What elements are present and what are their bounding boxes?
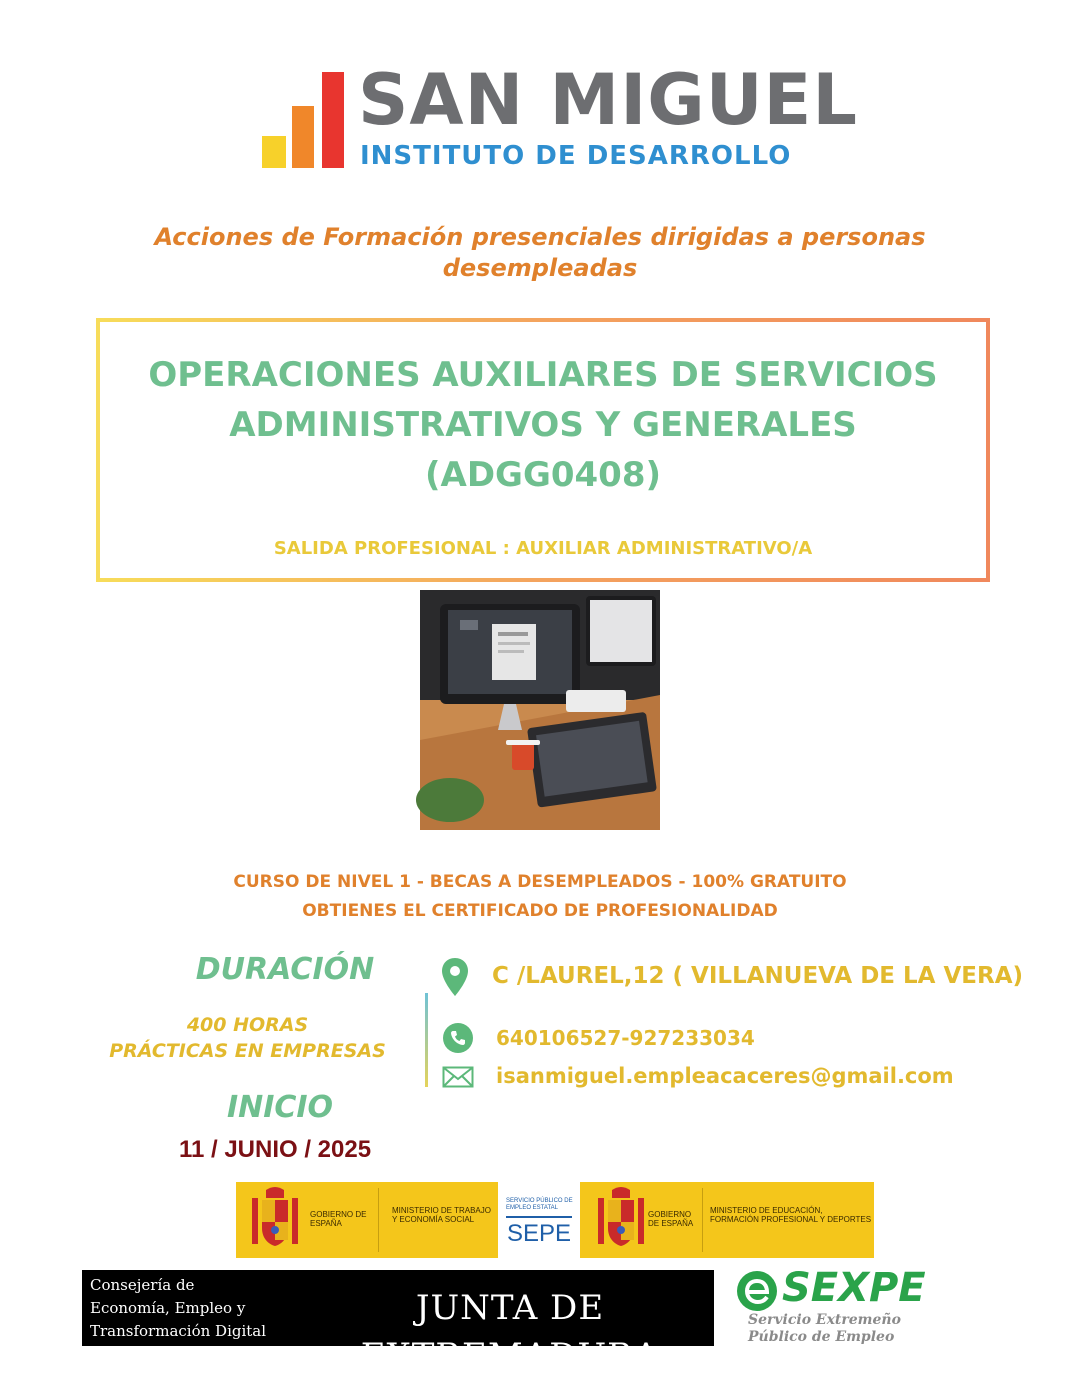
duration-label: DURACIÓN [195,952,375,987]
mail-icon [442,1066,474,1088]
spain-coat-of-arms-icon-2 [594,1182,648,1258]
duration-hours: 400 HORAS [186,1014,309,1036]
phone-icon [442,1022,474,1054]
divider [425,993,428,1087]
ministry-labour: MINISTERIO DE TRABAJO Y ECONOMÍA SOCIAL [392,1206,491,1224]
contact-email[interactable]: isanmiguel.empleacaceres@gmail.com [496,1064,954,1088]
course-title-line1: OPERACIONES AUXILIARES DE SERVICIOS [148,355,938,395]
course-title [96,350,990,500]
gov-spain-1: GOBIERNO DE ESPAÑA [310,1210,367,1228]
info-line-certificate: OBTIENES EL CERTIFICADO DE PROFESIONALIDAD [302,901,778,921]
course-code: (ADGG0408) [424,455,662,495]
sepe-text: SEPE [506,1220,572,1247]
contact-phone[interactable]: 640106527-927233034 [496,1026,755,1050]
logo-title: SAN MIGUEL [358,59,858,141]
start-date: 11 / JUNIO / 2025 [178,1136,372,1163]
course-exit: SALIDA PROFESIONAL : AUXILIAR ADMINISTRATIVO/A [273,538,813,559]
gov-spain-2: GOBIERNO DE ESPAÑA [648,1210,694,1228]
contact-address: C /LAUREL,12 ( VILLANUEVA DE LA VERA) [492,963,1024,989]
start-label: INICIO [226,1090,334,1125]
location-pin-icon [440,956,470,998]
duration-practices: PRÁCTICAS EN EMPRESAS [109,1040,386,1062]
spain-coat-of-arms-icon [248,1182,302,1258]
sexpe-e-icon [736,1270,778,1312]
junta-department: Consejería de Economía, Empleo y Transformación Digital [90,1276,267,1340]
government-sponsors [236,1182,874,1258]
sexpe-subtitle: Servicio Extremeño Público de Empleo [748,1312,901,1345]
junta-extremadura-logo [82,1270,714,1376]
ministry-education: MINISTERIO DE EDUCACIÓN, FORMACIÓN PROFESIONAL Y DEPORTES [710,1206,872,1224]
info-line-course-level: CURSO DE NIVEL 1 - BECAS A DESEMPLEADOS - 100% GRATUITO [233,872,847,892]
logo-bars-icon [262,72,346,168]
course-title-line2: ADMINISTRATIVOS Y GENERALES [229,405,857,445]
logo-subtitle: INSTITUTO DE DESARROLLO [360,141,792,171]
office-workspace-photo [420,590,660,830]
duration-text [70,1012,425,1064]
sepe-small-text: SERVICIO PÚBLICO DE EMPLEO ESTATAL [506,1198,573,1211]
sexpe-name: SEXPE [782,1265,926,1311]
junta-name: JUNTA DE EXTREMADURA [360,1288,660,1376]
headline: Acciones de Formación presenciales dirigidas a personas desempleadas [154,223,926,282]
sepe-logo [498,1182,580,1258]
